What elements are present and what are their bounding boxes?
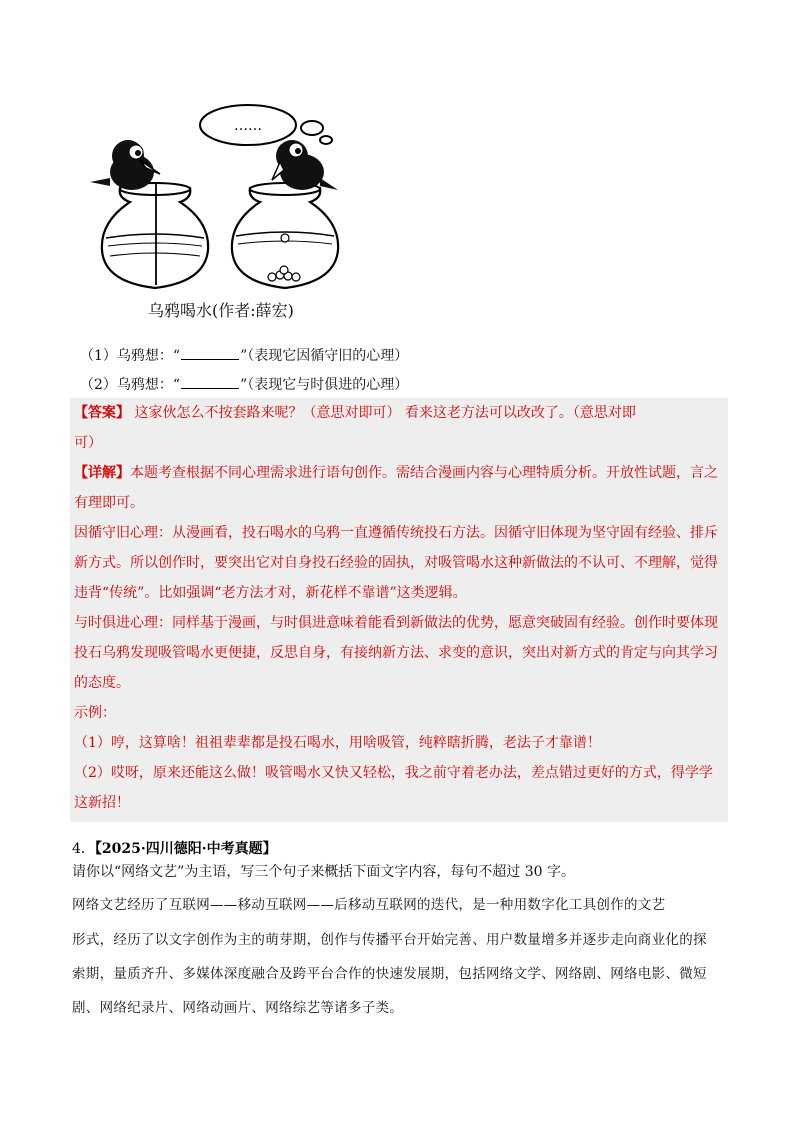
thought-bubble-dot <box>301 121 323 135</box>
explanation-line <box>74 582 467 602</box>
example-line <box>74 732 601 752</box>
passage-line: 形式，经历了以文字创作为主的萌芽期，创作与传播平台开始完善、用户数量增多并逐步走向商业化的探 <box>72 932 707 948</box>
explanation-tag: 【详解】 <box>74 465 130 481</box>
answer-blank[interactable] <box>181 347 239 360</box>
explanation-text: 有理即可。 <box>74 495 144 511</box>
explanation-line <box>74 462 718 482</box>
answer-line <box>74 432 102 452</box>
question-4-prompt: 请你以“网络文艺”为主语，写三个句子来概括下面文字内容，每句不超过 30 字。 <box>72 864 576 880</box>
crow-cartoon-illustration <box>80 100 360 300</box>
answer-blank[interactable] <box>181 376 239 389</box>
explanation-line <box>74 522 718 542</box>
answer-tag: 【答案】 <box>74 405 130 421</box>
explanation-text: 新方式。所以创作时，要突出它对自身投石经验的固执，对吸管喝水这种新做法的不认可、不理解，觉得 <box>74 555 718 571</box>
example-text: （1）哼，这算啥！祖祖辈辈都是投石喝水，用啥吸管，纯粹瞎折腾，老法子才靠谱！ <box>74 735 601 751</box>
explanation-line <box>74 552 718 572</box>
example-label <box>74 702 116 722</box>
question-text-after: ”（表现它与时俱进的心理） <box>240 377 409 393</box>
question-4-heading <box>72 838 277 858</box>
example-text: 这新招！ <box>74 795 130 811</box>
explanation-text: 与时俱进心理：同样基于漫画，与时俱进意味着能看到新做法的优势，愿意突破固有经验。创作时要体现 <box>74 615 718 631</box>
explanation-text: 的态度。 <box>74 675 130 691</box>
explanation-line <box>74 642 718 662</box>
explanation-text: 本题考查根据不同心理需求进行语句创作。需结合漫画内容与心理特质分析。开放性试题，言之 <box>130 465 718 481</box>
speech-bubble-text: …… <box>234 118 262 134</box>
explanation-text: 违背“传统”。比如强调“老方法才对，新花样不靠谱”这类逻辑。 <box>74 585 467 601</box>
answer-text: 这家伙怎么不按套路来呢？（意思对即可） 看来这老方法可以改改了。（意思对即 <box>130 405 636 421</box>
passage-line: 剧、网络纪录片、网络动画片、网络综艺等诸多子类。 <box>72 1000 404 1016</box>
left-crow <box>90 140 160 190</box>
explanation-text: 投石乌鸦发现吸管喝水更便捷，反思自身，有接纳新方法、求变的意识，突出对新方式的肯定与向其学习 <box>74 645 718 661</box>
example-line <box>74 762 713 782</box>
question-2 <box>80 374 408 394</box>
left-jar <box>102 188 208 288</box>
explanation-text: 因循守旧心理：从漫画看，投石喝水的乌鸦一直遵循传统投石方法。因循守旧体现为坚守固有经验、排斥 <box>74 525 718 541</box>
example-label-text: 示例： <box>74 705 116 721</box>
thought-bubble-dot <box>320 136 332 144</box>
explanation-line <box>74 672 130 692</box>
crow-cartoon-drawing <box>80 100 360 300</box>
question-4-source: 【2025·四川德阳·中考真题】 <box>94 841 277 857</box>
question-number: （1） <box>80 348 117 364</box>
cartoon-caption: 乌鸦喝水(作者:薛宏) <box>148 301 294 320</box>
passage-line: 索期，量质齐升、多媒体深度融合及跨平台合作的快速发展期，包括网络文学、网络剧、网络电影、微短 <box>72 966 707 982</box>
question-text-before: 乌鸦想：“ <box>116 377 181 393</box>
explanation-line <box>74 492 144 512</box>
question-number: （2） <box>80 377 117 393</box>
answer-line <box>74 402 636 422</box>
explanation-line <box>74 612 718 632</box>
question-1 <box>80 345 408 365</box>
answer-text: 可） <box>74 435 102 451</box>
question-text-after: ”（表现它因循守旧的心理） <box>240 348 409 364</box>
question-text-before: 乌鸦想：“ <box>116 348 181 364</box>
passage-line: 网络文艺经历了互联网——移动互联网——后移动互联网的迭代，是一种用数字化工具创作的文艺 <box>72 897 666 913</box>
example-text: （2）哎呀，原来还能这么做！吸管喝水又快又轻松，我之前守着老办法，差点错过更好的方式，得学学 <box>74 765 713 781</box>
example-line <box>74 792 130 812</box>
question-4-number: 4． <box>72 841 95 857</box>
answer-explanation-box <box>70 398 728 822</box>
